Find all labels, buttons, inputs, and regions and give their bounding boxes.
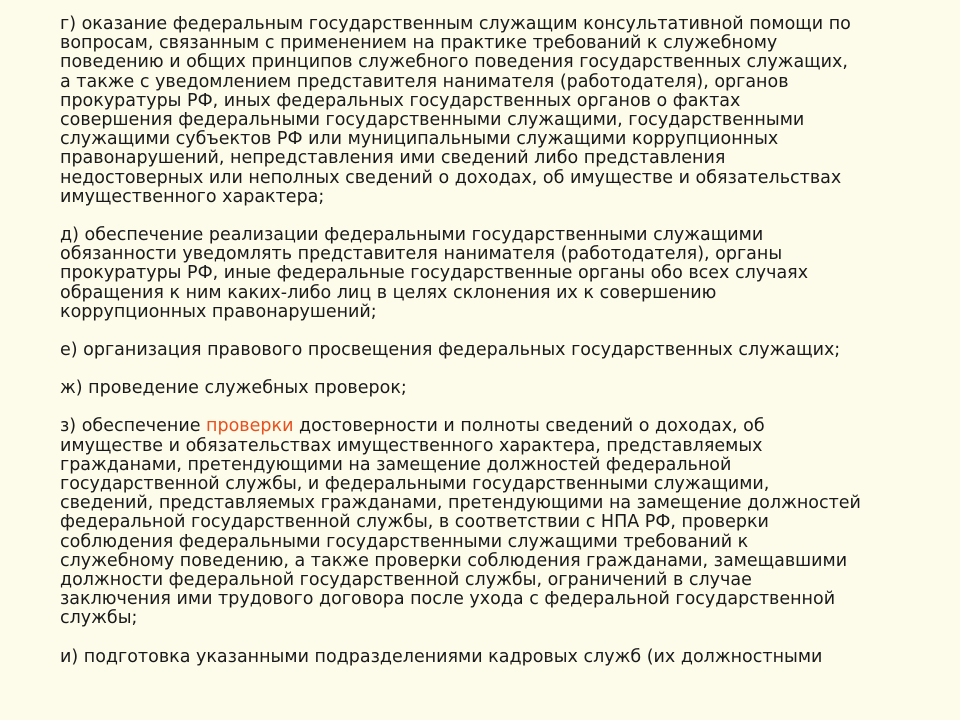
text-line: обращения к ним каких-либо лиц в целях склонения их к совершению	[60, 282, 717, 303]
text-line: федеральной государственной службы, в соответствии с НПА РФ, проверки	[60, 512, 769, 533]
text-line: г) оказание федеральным государственным служащим консультативной помощи по	[60, 14, 851, 34]
text-line: вопросам, связанным с применением на практике требований к служебному	[60, 33, 778, 54]
text-segment: з) обеспечение	[60, 416, 207, 437]
text-line: прокуратуры РФ, иные федеральные государственные органы обо всех случаях	[60, 263, 809, 284]
text-line: соблюдения федеральными государственными служащими требований к	[60, 531, 749, 552]
text-line: коррупционных правонарушений;	[60, 301, 377, 322]
text-line: и) подготовка указанными подразделениями кадровых служб (их должностными	[60, 646, 823, 667]
paragraph-d	[60, 226, 950, 322]
text-line: имуществе и обязательствах имущественного характера, представляемых	[60, 435, 763, 456]
text-line: обязанности уведомлять представителя нанимателя (работодателя), органы	[60, 244, 783, 265]
paragraph-e	[60, 341, 950, 360]
text-block	[60, 15, 950, 686]
text-line: службы;	[60, 608, 138, 629]
text-line: имущественного характера;	[60, 186, 325, 207]
text-line: совершения федеральными государственными служащими, государственными	[60, 110, 805, 131]
text-line: государственной службы, и федеральными государственными служащими,	[60, 474, 770, 495]
paragraph-z	[60, 417, 950, 628]
text-line	[60, 417, 950, 436]
text-line: ж) проведение служебных проверок;	[60, 378, 407, 399]
text-line: должности федеральной государственной службы, ограничений в случае	[60, 570, 752, 591]
text-line: заключения ими трудового договора после ухода с федеральной государственной	[60, 589, 836, 610]
paragraph-zh	[60, 379, 950, 398]
highlighted-word: проверки	[206, 416, 294, 437]
text-line: гражданами, претендующими на замещение должностей федеральной	[60, 454, 732, 475]
text-line: поведению и общих принципов служебного поведения государственных служащих,	[60, 52, 848, 73]
text-line: сведений, представляемых гражданами, претендующими на замещение должностей	[60, 493, 861, 514]
text-line: правонарушений, непредставления ими сведений либо представления	[60, 148, 726, 169]
paragraph-i	[60, 648, 950, 667]
text-line: а также с уведомлением представителя нанимателя (работодателя), органов	[60, 71, 789, 92]
text-line: д) обеспечение реализации федеральными государственными служащими	[60, 225, 764, 246]
text-line: недостоверных или неполных сведений о доходах, об имуществе и обязательствах	[60, 167, 842, 188]
text-line: прокуратуры РФ, иных федеральных государственных органов о фактах	[60, 90, 741, 111]
text-line: е) организация правового просвещения федеральных государственных служащих;	[60, 340, 841, 361]
text-segment: достоверности и полноты сведений о доходах, об	[293, 416, 765, 437]
text-line: служащими субъектов РФ или муниципальными служащими коррупционных	[60, 129, 779, 150]
paragraph-g	[60, 15, 950, 207]
text-line: служебному поведению, а также проверки соблюдения гражданами, замещавшими	[60, 550, 848, 571]
